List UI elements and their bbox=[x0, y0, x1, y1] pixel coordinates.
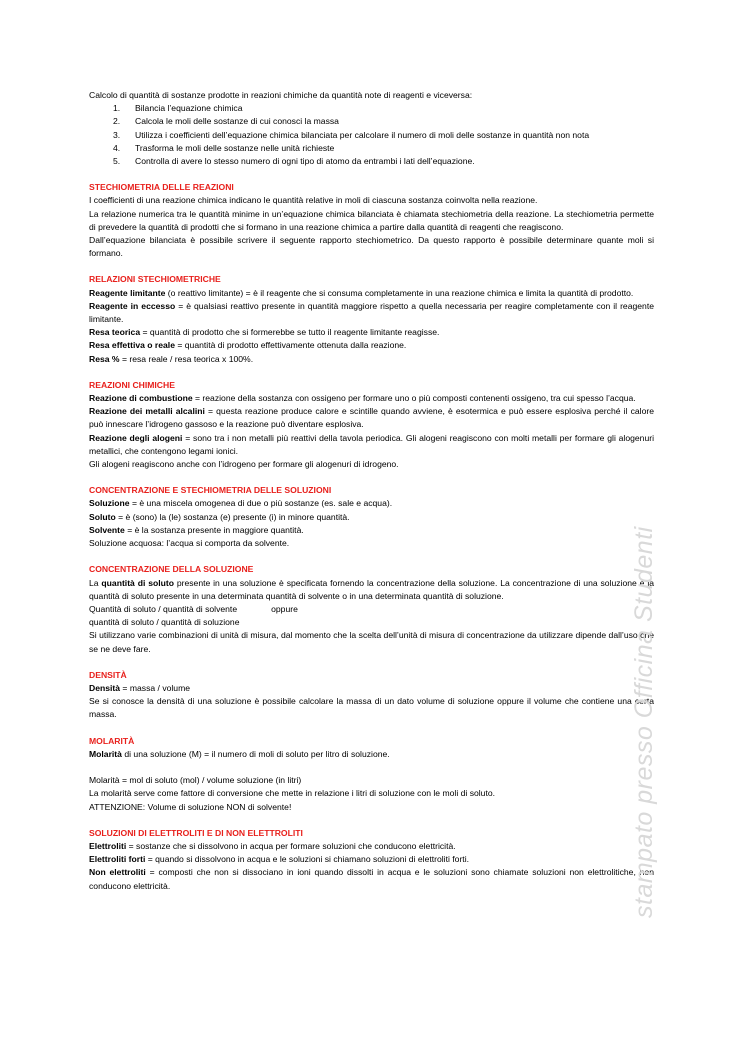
definition-term: Resa effettiva o reale bbox=[89, 340, 175, 351]
definition-term: Solvente bbox=[89, 524, 125, 535]
paragraph: La relazione numerica tra le quantità minime in un’equazione chimica bilanciata è chiamata stechiometria della reazione. La stechiometria permette di prevedere la quantità di prodotti che si formano in una reazione chimica a partire dalla quantità di reagenti che reagiscono. bbox=[89, 208, 654, 232]
definition-term: Reazione dei metalli alcalini bbox=[89, 406, 205, 417]
blank-line bbox=[89, 761, 654, 774]
section-heading: CONCENTRAZIONE DELLA SOLUZIONE bbox=[89, 564, 254, 575]
formula-line: quantità di soluto / quantità di soluzione bbox=[89, 617, 240, 628]
section-concentrazione-stechiometria bbox=[89, 484, 654, 550]
section-elettroliti bbox=[89, 827, 654, 893]
section-concentrazione bbox=[89, 563, 654, 655]
section-reazioni bbox=[89, 379, 654, 471]
document-page bbox=[89, 89, 654, 893]
paragraph: La molarità serve come fattore di conversione che mette in relazione i litri di soluzione con le moli di soluto. bbox=[89, 788, 496, 799]
definition: Reagente in eccesso = è qualsiasi reattivo presente in quantità maggiore rispetto a quella necessaria per reagire completamente con il reagente limitante. bbox=[89, 300, 654, 325]
paragraph: ATTENZIONE: Volume di soluzione NON di solvente! bbox=[89, 801, 292, 812]
list-item: 1. Bilancia l’equazione chimica bbox=[113, 103, 243, 114]
section-heading: DENSITÀ bbox=[89, 669, 127, 680]
definition: Densità = massa / volume bbox=[89, 682, 191, 693]
definition-term: Non elettroliti bbox=[89, 867, 146, 878]
definition-term: Elettroliti forti bbox=[89, 854, 146, 865]
section-molarita bbox=[89, 735, 654, 814]
section-stechiometria bbox=[89, 181, 654, 260]
definition: Soluzione = è una miscela omogenea di due o più sostanze (es. sale e acqua). bbox=[89, 498, 393, 509]
section-heading: REAZIONI CHIMICHE bbox=[89, 379, 175, 390]
definition-term: Resa teorica bbox=[89, 327, 141, 338]
definition: Reazione dei metalli alcalini = questa reazione produce calore e scintille quando avviene, è esotermica e può essere esplosiva perché il calore può innescare l’idrogeno gassoso e la reazione può diventare esplosiva. bbox=[89, 406, 654, 430]
definition: Solvente = è la sostanza presente in maggiore quantità. bbox=[89, 524, 304, 535]
definition: Resa teorica = quantità di prodotto che si formerebbe se tutto il reagente limitante reagisse. bbox=[89, 327, 440, 338]
paragraph: I coefficienti di una reazione chimica indicano le quantità relative in moli di ciascuna sostanza coinvolta nella reazione. bbox=[89, 195, 538, 206]
section-heading: STECHIOMETRIA DELLE REAZIONI bbox=[89, 182, 234, 193]
definition-term: Molarità bbox=[89, 748, 122, 759]
paragraph: Se si conosce la densità di una soluzione è possibile calcolare la massa di un dato volume di soluzione oppure il volume che contiene una certa massa. bbox=[89, 696, 654, 720]
definition: Non elettroliti = composti che non si dissociano in ioni quando dissolti in acqua e le soluzioni sono chiamate soluzioni non elettrolitiche, non conducono elettricità. bbox=[89, 867, 654, 891]
definition: Resa % = resa reale / resa teorica x 100%. bbox=[89, 353, 254, 364]
definition: Resa effettiva o reale = quantità di prodotto effettivamente ottenuta dalla reazione. bbox=[89, 340, 407, 351]
section-relazioni bbox=[89, 273, 654, 365]
steps-list bbox=[89, 102, 654, 168]
definition-term: Reagente in eccesso bbox=[89, 300, 176, 311]
definition: Soluto = è (sono) la (le) sostanza (e) presente (i) in minore quantità. bbox=[89, 511, 350, 522]
definition-term: Reagente limitante bbox=[89, 287, 166, 298]
paragraph: Dall’equazione bilanciata è possibile scrivere il seguente rapporto stechiometrico. Da questo rapporto è possibile determinare quante moli si formano. bbox=[89, 235, 654, 259]
definition: Elettroliti = sostanze che si dissolvono in acqua per formare soluzioni che conducono elettricità. bbox=[89, 840, 456, 851]
definition: Elettroliti forti = quando si dissolvono in acqua e le soluzioni si chiamano soluzioni di elettroliti forti. bbox=[89, 854, 469, 865]
definition: Reazione degli alogeni = sono tra i non metalli più reattivi della tavola periodica. Gli alogeni reagiscono con molti metalli per formare gli alogenuri metallici, che contengono legami ionici. bbox=[89, 432, 654, 456]
definition-term: Soluto bbox=[89, 511, 116, 522]
definition-term: Elettroliti bbox=[89, 840, 127, 851]
definition: Reazione di combustione = reazione della sostanza con ossigeno per formare uno o più composti contenenti ossigeno, tra cui spesso l’acqua. bbox=[89, 393, 636, 404]
definition-term: Densità bbox=[89, 682, 121, 693]
definition-term: Reazione degli alogeni bbox=[89, 432, 183, 443]
paragraph: La quantità di soluto presente in una soluzione è specificata fornendo la concentrazione della soluzione. La concentrazione di una soluzione è la quantità di soluto presente in una determinata quantità di solvente o in una determinata quantità di soluzione. bbox=[89, 577, 655, 601]
section-heading: MOLARITÀ bbox=[89, 735, 135, 746]
formula-line: Quantità di soluto / quantità di solvente oppure bbox=[89, 603, 298, 614]
section-heading: SOLUZIONI DI ELETTROLITI E DI NON ELETTROLITI bbox=[89, 827, 303, 838]
definition-term: Soluzione bbox=[89, 498, 130, 509]
list-item: 3. Utilizza i coefficienti dell’equazione chimica bilanciata per calcolare il numero di moli delle sostanze in quantità non nota bbox=[113, 129, 590, 140]
definition: Reagente limitante (o reattivo limitante) = è il reagente che si consuma completamente in una reazione chimica e limita la quantità di prodotto. bbox=[89, 287, 634, 298]
paragraph: Soluzione acquosa: l’acqua si comporta da solvente. bbox=[89, 538, 290, 549]
formula-line: Molarità = mol di soluto (mol) / volume soluzione (in litri) bbox=[89, 775, 302, 786]
list-item: 2. Calcola le moli delle sostanze di cui conosci la massa bbox=[113, 116, 339, 127]
paragraph: Si utilizzano varie combinazioni di unità di misura, dal momento che la scelta dell’unità di misura di concentrazione da utilizzare dipende dall’uso che se ne deve fare. bbox=[89, 630, 654, 654]
section-densita bbox=[89, 669, 654, 722]
watermark: stampato presso Officina Studenti bbox=[630, 526, 658, 918]
list-item: 4. Trasforma le moli delle sostanze nelle unità richieste bbox=[113, 142, 335, 153]
definition-term: Resa % bbox=[89, 353, 120, 364]
section-heading: CONCENTRAZIONE E STECHIOMETRIA DELLE SOLUZIONI bbox=[89, 485, 332, 496]
paragraph: Gli alogeni reagiscono anche con l’idrogeno per formare gli alogenuri di idrogeno. bbox=[89, 459, 399, 470]
definition: Molarità di una soluzione (M) = il numero di moli di soluto per litro di soluzione. bbox=[89, 748, 390, 759]
definition-term: Reazione di combustione bbox=[89, 393, 193, 404]
list-item: 5. Controlla di avere lo stesso numero di ogni tipo di atomo da entrambi i lati dell’equazione. bbox=[113, 156, 475, 167]
intro-text: Calcolo di quantità di sostanze prodotte in reazioni chimiche da quantità note di reagenti e viceversa: bbox=[89, 90, 473, 100]
definition-term: quantità di soluto bbox=[101, 577, 174, 588]
section-heading: RELAZIONI STECHIOMETRICHE bbox=[89, 274, 221, 285]
